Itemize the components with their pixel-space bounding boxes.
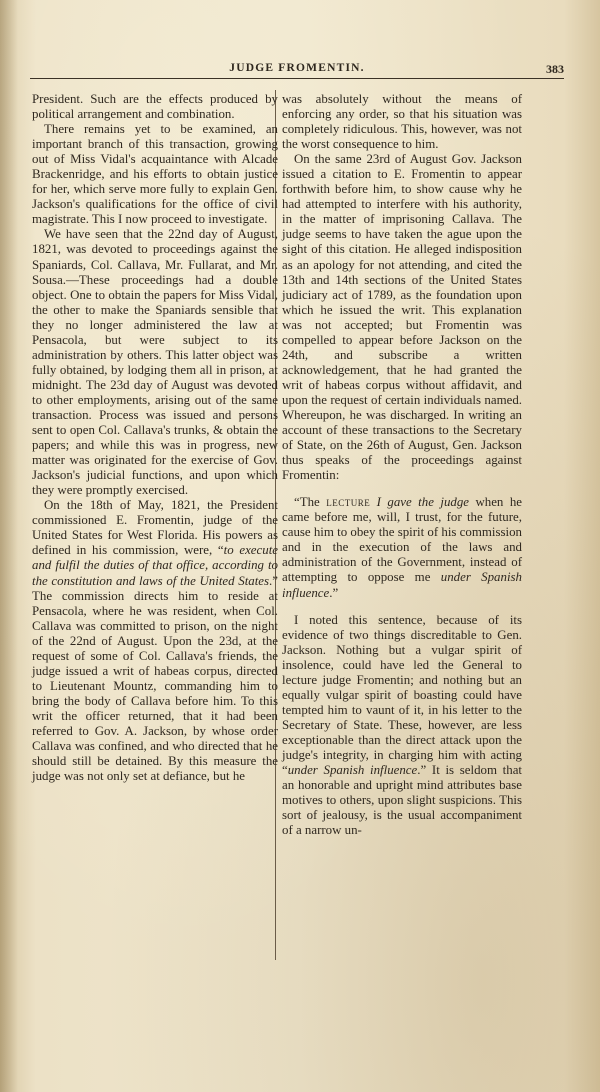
text-run: “The — [294, 495, 327, 510]
text-run: when he came before me, will, I trust, for the future, cause him to obey the spirit of his commission and in the execution of the laws and administration of the Government, instead of attempting to oppose me — [282, 495, 522, 585]
paragraph — [32, 498, 278, 784]
italic-phrase: I gave the judge — [370, 495, 470, 510]
text-run: I noted this sentence, because of its evidence of two things discreditable to Gen. Jackson. Nothing but a vulgar spirit of insolence, could have led the General to lecture judge Fromentin; and nothing but an equally vulgar spirit of boasting could have tempted him to vaunt of it, in his letter to the Secretary of State. These, however, are less exceptionable than the direct attack upon the judge's integrity, in charging him with acting “ — [282, 612, 522, 778]
text-run: .” — [329, 585, 339, 600]
text-run: .” It is seldom that an honorable and upright mind attributes base motives to others, upon slight suspicions. This sort of jealousy, is the usual accompaniment of a narrow un- — [282, 763, 523, 838]
left-column — [32, 92, 278, 784]
italic-phrase: under Spanish influence — [287, 763, 418, 778]
running-head — [30, 62, 564, 79]
paragraph-continued: President. Such are the effects produced by political arrangement and combination. — [32, 92, 278, 122]
smallcaps-word: lecture — [326, 495, 371, 510]
paragraph — [282, 613, 522, 839]
text-run: .” The commission directs him to reside at Pensacola, where he was resident, when Col. Callava was committed to prison, on the night of the 22nd of August. Upon the 23d, at the request of some of Col. Callava's friends, the judge issued a writ of habeas corpus, directed to Lieutenant Mountz, commanding him to bring the body of Callava before him. To this writ the officer returned, that it had been referred to Gov. A. Jackson, by whose order Callava was confined, and who directed that he should still be detained. By this measure the judge was not only set at defiance, but he — [32, 573, 278, 784]
right-column — [282, 92, 522, 838]
paragraph-continued: was absolutely without the means of enforcing any order, so that his situation was completely ridiculous. This, however, was not the worst consequence to him. — [282, 92, 522, 152]
paragraph: There remains yet to be examined, an important branch of this transaction, growing out of Miss Vidal's acquaintance with Alcade Brackenridge, and his efforts to obtain justice for her, which serve more fully to explain Gen. Jackson's qualifications for the office of civil magistrate. This I now proceed to investigate. — [32, 122, 278, 227]
binding-shadow — [0, 0, 18, 1092]
italic-quote: to execute and fulfil the duties of that office, according to the constitution and laws of the United States — [32, 543, 278, 588]
paragraph: We have seen that the 22nd day of August, 1821, was devoted to proceedings against the Spaniards, Col. Callava, Mr. Fullarat, and Mr. Sousa.—These proceedings had a double object. One to obtain the papers for Miss Vidal, the other to make the Spaniards sensible that they no longer administered the law at Pensacola, but were subject to its administration by others. This latter object was fully obtained, by lodging them all in prison, at midnight. The 23d day of August was devoted to other employments, arising out of the same transaction. Process was issued and persons sent to open Col. Callava's trunks, & obtain the papers; and while this was in progress, new matter was originated for the exercise of Gov. Jackson's judicial functions, and upon which they were promptly exercised. — [32, 227, 278, 498]
paragraph: On the same 23rd of August Gov. Jackson issued a citation to E. Fromentin to appear forthwith before him, to show cause why he had attempted to interfere with his authority, in the matter of imprisoning Callava. The judge seems to have taken the ague upon the sight of this citation. He alleged indisposition as an apology for not attending, and cited the 13th and 14th sections of the United States judiciary act of 1789, as the foundation upon which he issued the writ. This explanation was not accepted; but Fromentin was compelled to appear before Jackson on the 24th, and subscribe a written acknowledgement, that he had granted the writ of habeas corpus without affidavit, and upon the request of certain individuals named. Whereupon, he was discharged. In writing an account of these transactions to the Secretary of State, on the 26th of August, Gen. Jackson thus speaks of the proceedings against Fromentin: — [282, 152, 522, 483]
italic-phrase: under Spanish influence — [282, 570, 522, 600]
running-title: JUDGE FROMENTIN. — [229, 62, 365, 74]
page-number: 383 — [546, 62, 564, 76]
text-run: On the 18th of May, 1821, the President commissioned E. Fromentin, judge of the United States for West Florida. His powers as defined in his commission, were, “ — [32, 498, 278, 558]
block-quote — [282, 495, 522, 600]
